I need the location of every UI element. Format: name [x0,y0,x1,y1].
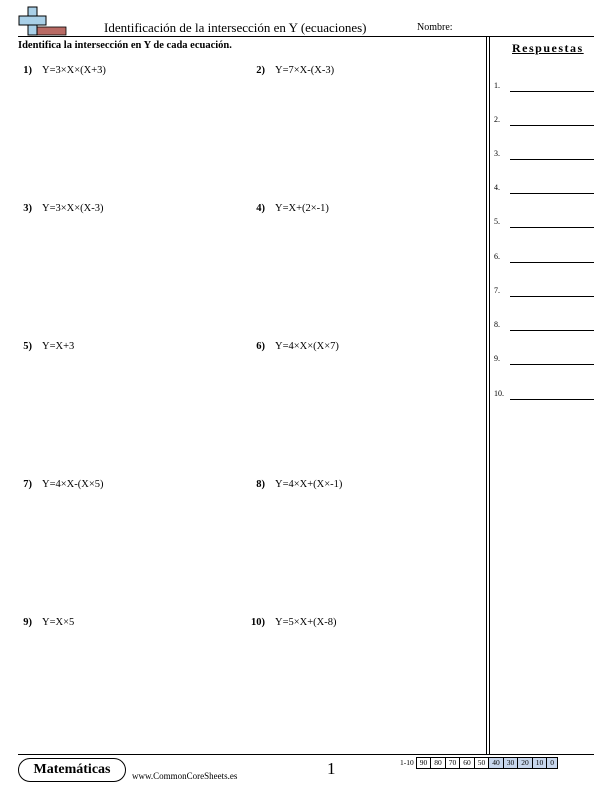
worksheet-title: Identificación de la intersección en Y (ecuaciones) [104,20,367,35]
answer-blank[interactable] [510,91,594,92]
top-divider [18,36,594,37]
problem-equation: Y=3×X×(X+3) [42,65,106,76]
answer-row-4 [494,180,594,194]
answer-label: 6. [494,252,500,261]
problem-equation: Y=4×X-(X×5) [42,479,104,490]
answer-row-3 [494,146,594,160]
answer-label: 5. [494,217,500,226]
problem-number: 6) [256,341,265,352]
problem-2 [250,65,334,76]
answer-row-7 [494,283,594,297]
problem-7 [18,479,104,490]
problem-1 [18,65,106,76]
answer-label: 10. [494,389,504,398]
problem-number: 5) [23,341,32,352]
problem-equation: Y=X×5 [42,617,75,628]
answer-row-6 [494,249,594,263]
answer-label: 2. [494,115,500,124]
problem-number: 9) [23,617,32,628]
problem-number: 2) [256,65,265,76]
problem-5 [18,341,74,352]
answer-blank[interactable] [510,193,594,194]
problem-4 [250,203,329,214]
problem-3 [18,203,104,214]
score-range-label: 1-10 [400,758,414,767]
answer-blank[interactable] [510,227,594,228]
score-cell: 80 [430,757,446,769]
column-divider-right [489,37,490,754]
bottom-divider [18,754,594,755]
answer-blank[interactable] [510,364,594,365]
score-cell: 0 [546,757,558,769]
problem-equation: Y=X+3 [42,341,75,352]
score-cell: 40 [488,757,504,769]
answer-label: 4. [494,183,500,192]
answer-row-5 [494,214,594,228]
page-number: 1 [327,759,336,778]
answer-row-9 [494,351,594,365]
problem-equation: Y=X+(2×-1) [275,203,329,214]
problem-number: 7) [23,479,32,490]
answer-blank[interactable] [510,296,594,297]
answer-row-10 [494,386,594,400]
problem-equation: Y=7×X-(X-3) [275,65,335,76]
answer-label: 1. [494,81,500,90]
answer-blank[interactable] [510,399,594,400]
name-label: Nombre: [417,22,453,33]
problem-6 [250,341,339,352]
answer-row-8 [494,317,594,331]
score-cell: 30 [503,757,519,769]
problem-number: 8) [256,479,265,490]
answer-blank[interactable] [510,330,594,331]
problem-equation: Y=3×X×(X-3) [42,203,104,214]
score-cell: 20 [517,757,533,769]
logo-icon [18,6,68,36]
score-table [397,757,558,769]
problem-9 [18,617,74,628]
answer-blank[interactable] [510,125,594,126]
subject-badge: Matemáticas [18,758,126,782]
answer-label: 8. [494,320,500,329]
problem-number: 1) [23,65,32,76]
problem-equation: Y=4×X+(X×-1) [275,479,343,490]
problem-equation: Y=4×X×(X×7) [275,341,339,352]
score-cell: 70 [445,757,461,769]
answer-row-2 [494,112,594,126]
footer-website: www.CommonCoreSheets.es [132,771,238,781]
answer-blank[interactable] [510,159,594,160]
answer-blank[interactable] [510,262,594,263]
problem-8 [250,479,342,490]
answers-title: Respuestas [512,41,584,55]
answer-label: 7. [494,286,500,295]
score-cell: 60 [459,757,475,769]
problem-equation: Y=5×X+(X-8) [275,617,337,628]
column-divider-left [486,37,487,754]
answer-label: 9. [494,354,500,363]
problem-10 [244,617,337,628]
problem-number: 10) [251,617,265,628]
score-cell: 50 [474,757,490,769]
problem-number: 4) [256,203,265,214]
instructions: Identifica la intersección en Y de cada ecuación. [18,40,232,51]
answer-label: 3. [494,149,500,158]
problem-number: 3) [23,203,32,214]
score-cell: 90 [416,757,432,769]
score-cell: 10 [532,757,548,769]
answer-row-1 [494,78,594,92]
